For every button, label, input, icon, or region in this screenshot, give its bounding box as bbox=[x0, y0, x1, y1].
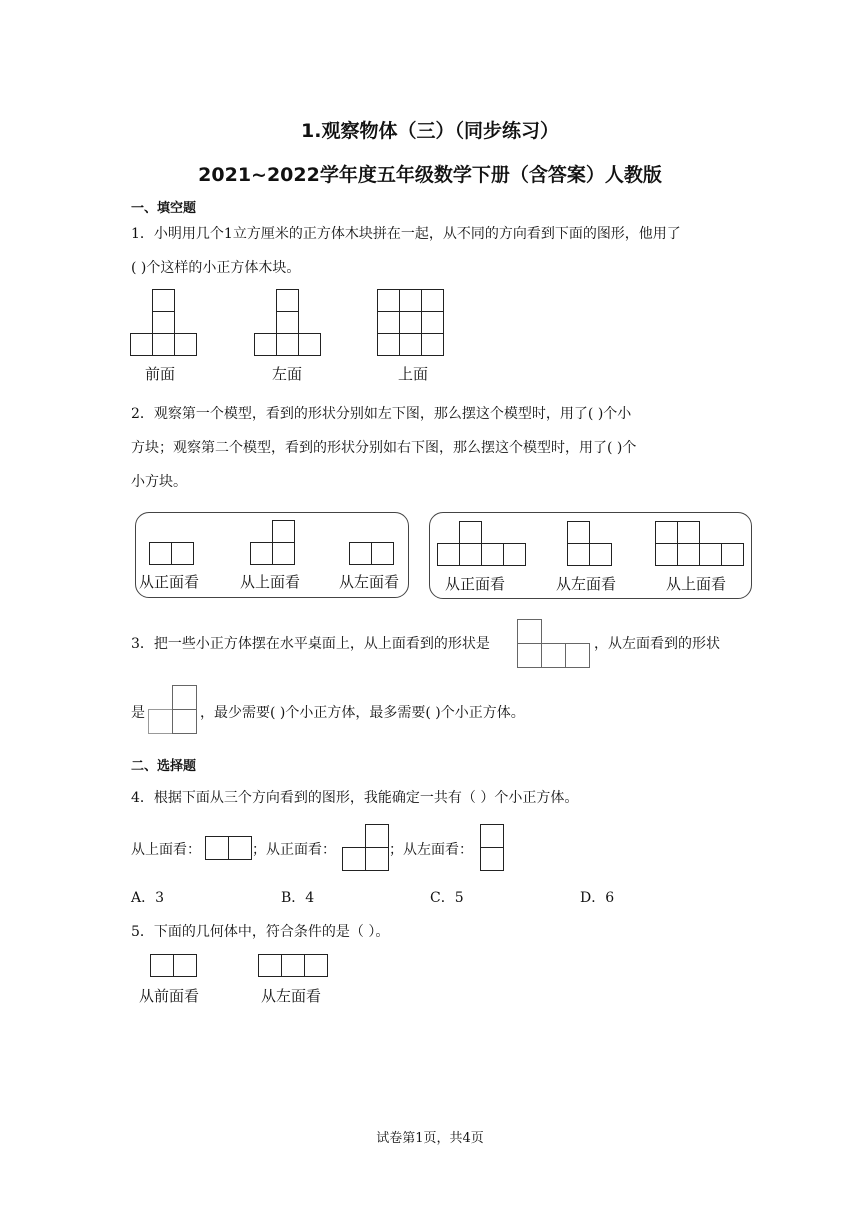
grid-square bbox=[480, 824, 504, 848]
grid-square bbox=[172, 685, 197, 710]
grid-square bbox=[304, 954, 328, 977]
grid-square bbox=[655, 543, 678, 566]
grid-square bbox=[174, 333, 197, 356]
grid-square bbox=[228, 836, 252, 860]
page-subtitle: 2021~2022学年度五年级数学下册（含答案）人教版 bbox=[198, 164, 662, 186]
q2-right-label-top: 从上面看 bbox=[666, 575, 727, 593]
grid-square bbox=[677, 521, 700, 544]
question-2-line-3: 小方块。 bbox=[131, 474, 187, 490]
grid-square bbox=[281, 954, 305, 977]
grid-square bbox=[152, 289, 175, 312]
grid-square bbox=[276, 289, 299, 312]
grid-square bbox=[421, 311, 444, 334]
question-1-line-2: ( )个这样的小正方体木块。 bbox=[131, 260, 301, 276]
grid-square bbox=[205, 836, 229, 860]
question-3-part-4: ，最少需要( )个小正方体，最多需要( )个小正方体。 bbox=[200, 705, 525, 721]
q1-label-front: 前面 bbox=[145, 365, 176, 383]
page-title: 1.观察物体（三）（同步练习） bbox=[301, 120, 559, 142]
grid-square bbox=[517, 643, 542, 668]
grid-square bbox=[377, 333, 400, 356]
grid-square bbox=[437, 543, 460, 566]
grid-square bbox=[149, 542, 172, 565]
grid-square bbox=[459, 521, 482, 544]
grid-square bbox=[567, 543, 590, 566]
q2-left-label-top: 从上面看 bbox=[240, 573, 301, 591]
q2-left-label-side: 从左面看 bbox=[339, 573, 400, 591]
q4-option-c[interactable]: C．5 bbox=[430, 890, 464, 906]
question-5-line-1: 5．下面的几何体中，符合条件的是（ ）。 bbox=[131, 924, 390, 940]
grid-square bbox=[399, 333, 422, 356]
grid-square bbox=[254, 333, 277, 356]
q2-left-label-front: 从正面看 bbox=[139, 573, 200, 591]
q2-right-label-front: 从正面看 bbox=[445, 575, 506, 593]
grid-square bbox=[276, 333, 299, 356]
grid-square bbox=[699, 543, 722, 566]
q2-right-label-side: 从左面看 bbox=[556, 575, 617, 593]
grid-square bbox=[152, 333, 175, 356]
grid-square bbox=[272, 520, 295, 543]
q4-option-d[interactable]: D．6 bbox=[580, 890, 615, 906]
question-4-line-1: 4．根据下面从三个方向看到的图形，我能确定一共有（ ）个小正方体。 bbox=[131, 790, 579, 806]
q5-label-front: 从前面看 bbox=[139, 987, 200, 1005]
grid-square bbox=[399, 289, 422, 312]
grid-square bbox=[130, 333, 153, 356]
grid-square bbox=[677, 543, 700, 566]
grid-square bbox=[565, 643, 590, 668]
grid-square bbox=[272, 542, 295, 565]
grid-square bbox=[365, 824, 389, 848]
q4-option-b[interactable]: B．4 bbox=[281, 890, 315, 906]
grid-square bbox=[421, 333, 444, 356]
q4-front-label: ；从正面看： bbox=[252, 842, 336, 858]
grid-square bbox=[171, 542, 194, 565]
page-footer: 试卷第1页，共4页 bbox=[376, 1131, 484, 1146]
q1-label-left: 左面 bbox=[272, 365, 303, 383]
grid-square bbox=[503, 543, 526, 566]
grid-square bbox=[152, 311, 175, 334]
section-heading-fill: 一、填空题 bbox=[131, 201, 197, 216]
section-heading-choice: 二、选择题 bbox=[131, 759, 197, 774]
grid-square bbox=[459, 543, 482, 566]
grid-square bbox=[567, 521, 590, 544]
grid-square bbox=[148, 709, 173, 734]
grid-square bbox=[298, 333, 321, 356]
grid-square bbox=[377, 289, 400, 312]
question-2-line-1: 2．观察第一个模型，看到的形状分别如左下图，那么摆这个模型时，用了( )个小 bbox=[131, 406, 632, 422]
grid-square bbox=[349, 542, 372, 565]
grid-square bbox=[517, 619, 542, 644]
grid-square bbox=[589, 543, 612, 566]
q4-top-label: 从上面看： bbox=[131, 842, 201, 858]
question-1-line-1: 1．小明用几个1立方厘米的正方体木块拼在一起，从不同的方向看到下面的图形，他用了 bbox=[131, 226, 681, 242]
q4-left-label: ；从左面看： bbox=[389, 842, 473, 858]
q5-label-left: 从左面看 bbox=[261, 987, 322, 1005]
grid-square bbox=[399, 311, 422, 334]
question-2-line-2: 方块；观察第二个模型，看到的形状分别如右下图，那么摆这个模型时，用了( )个 bbox=[131, 440, 637, 456]
grid-square bbox=[480, 847, 504, 871]
question-3-part-2: ，从左面看到的形状 bbox=[594, 636, 720, 652]
question-3-part-3: 是 bbox=[131, 705, 145, 721]
q1-label-top: 上面 bbox=[398, 365, 429, 383]
grid-square bbox=[258, 954, 282, 977]
grid-square bbox=[371, 542, 394, 565]
grid-square bbox=[377, 311, 400, 334]
grid-square bbox=[655, 521, 678, 544]
grid-square bbox=[421, 289, 444, 312]
grid-square bbox=[173, 954, 197, 977]
grid-square bbox=[721, 543, 744, 566]
grid-square bbox=[172, 709, 197, 734]
question-3-part-1: 3．把一些小正方体摆在水平桌面上，从上面看到的形状是 bbox=[131, 636, 490, 652]
grid-square bbox=[150, 954, 174, 977]
grid-square bbox=[250, 542, 273, 565]
grid-square bbox=[276, 311, 299, 334]
grid-square bbox=[342, 847, 366, 871]
grid-square bbox=[541, 643, 566, 668]
grid-square bbox=[365, 847, 389, 871]
grid-square bbox=[481, 543, 504, 566]
q4-option-a[interactable]: A．3 bbox=[131, 890, 165, 906]
